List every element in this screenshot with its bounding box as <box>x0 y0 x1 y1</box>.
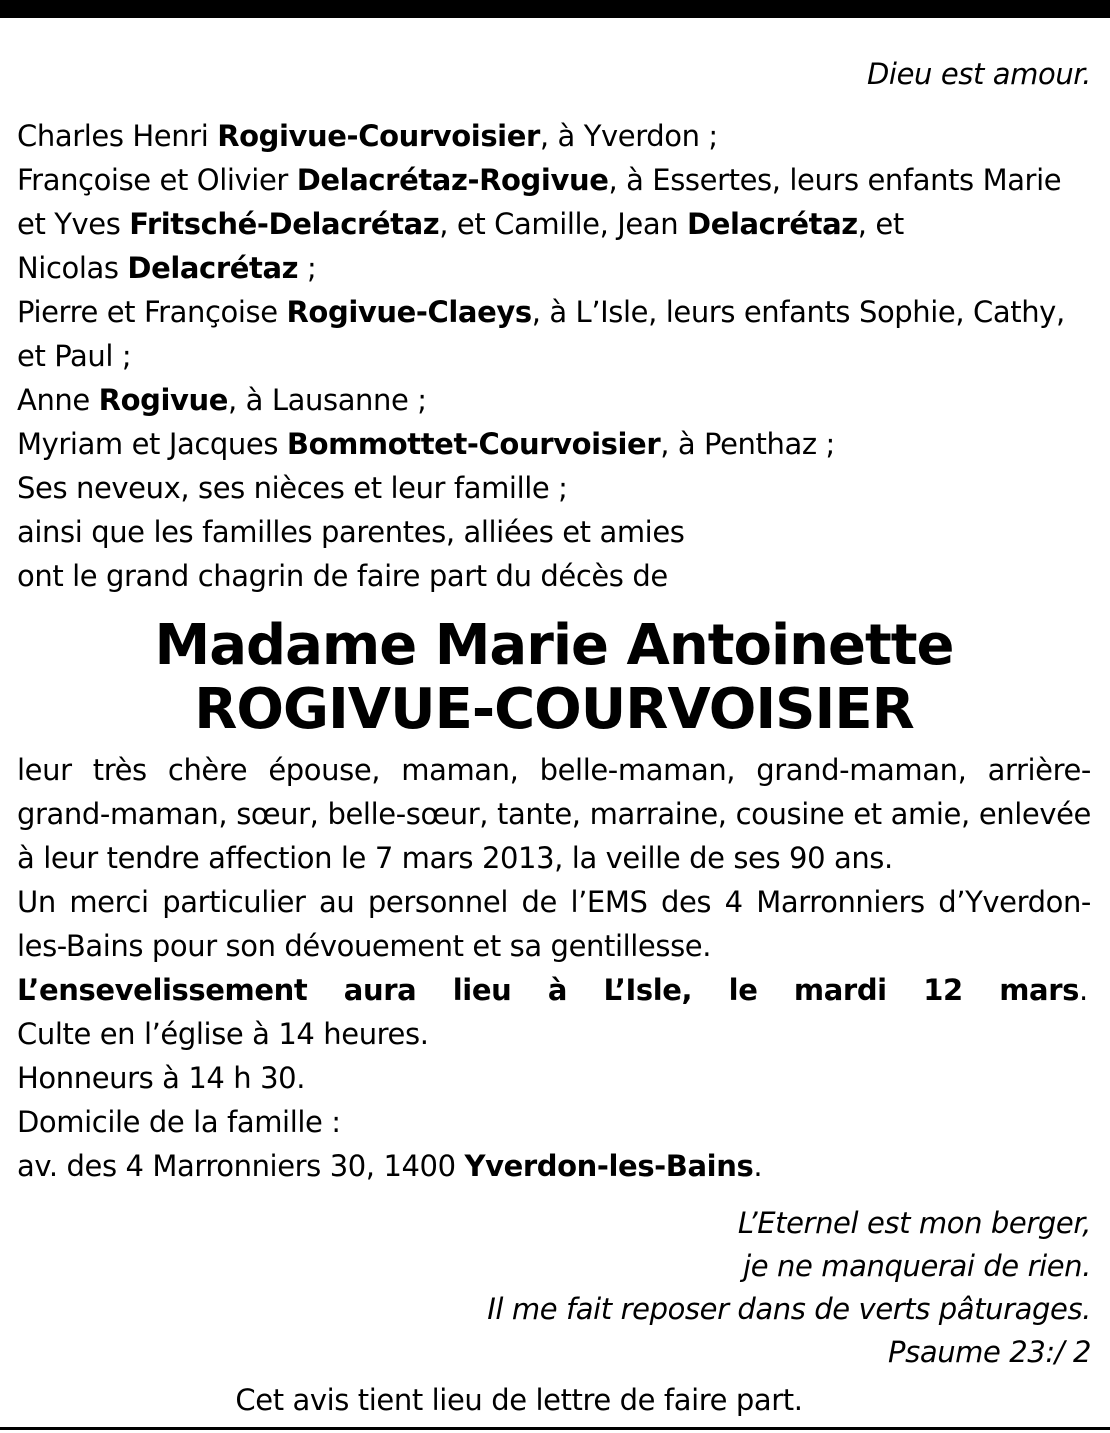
bottom-rule <box>0 1427 1110 1430</box>
family-line-1 <box>17 114 1091 158</box>
psalm-quote <box>17 1202 1091 1374</box>
family-text: , à Essertes, leurs enfants Marie <box>608 163 1062 197</box>
family-surname: Delacrétaz-Rogivue <box>296 163 609 197</box>
family-text: ont le grand chagrin de faire part du décès de <box>17 559 668 593</box>
top-rule <box>0 0 1110 18</box>
family-text: Pierre et Françoise <box>17 295 287 329</box>
burial-announcement <box>17 968 1091 1012</box>
family-line-7 <box>17 378 1091 422</box>
thanks-text: Un merci particulier au personnel de l’EMS des 4 Marronniers d’Yverdon-les-Bains pour son dévouement et sa gentillesse. <box>17 885 1091 963</box>
address-text: av. des 4 Marronniers 30, 1400 <box>17 1149 465 1183</box>
family-address <box>17 1144 1091 1188</box>
family-text: ainsi que les familles parentes, alliées et amies <box>17 515 685 549</box>
family-surname: Delacrétaz <box>127 251 299 285</box>
family-surname: Fritsché-Delacrétaz <box>129 207 440 241</box>
family-list <box>17 114 1091 598</box>
family-line-2 <box>17 158 1091 202</box>
family-text: Ses neveux, ses nièces et leur famille ; <box>17 471 568 505</box>
footer-note: Cet avis tient lieu de lettre de faire part. <box>235 1383 803 1417</box>
family-text: , et Camille, Jean <box>439 207 688 241</box>
psalm-line-2: je ne manquerai de rien. <box>743 1249 1091 1283</box>
family-surname: Rogivue <box>98 383 229 417</box>
burial-post-text: . <box>1079 973 1088 1007</box>
psalm-line-1: L’Eternel est mon berger, <box>737 1206 1091 1240</box>
family-text: , à L’Isle, leurs enfants Sophie, Cathy, <box>531 295 1065 329</box>
burial-bold-text: L’ensevelissement aura lieu à L’Isle, le mardi 12 mars <box>17 973 1079 1007</box>
ceremony-line-1: Culte en l’église à 14 heures. <box>17 1017 429 1051</box>
deceased-name-line-1: Madame Marie Antoinette <box>154 613 954 678</box>
family-text: Françoise et Olivier <box>17 163 297 197</box>
family-text: Charles Henri <box>17 119 218 153</box>
family-line-6 <box>17 334 1091 378</box>
family-surname: Rogivue-Courvoisier <box>217 119 540 153</box>
obituary-notice <box>17 52 1091 1422</box>
family-text: et Paul ; <box>17 339 132 373</box>
family-text: et Yves <box>17 207 130 241</box>
ceremony-line-3: Domicile de la famille : <box>17 1105 341 1139</box>
family-line-9 <box>17 466 1091 510</box>
family-line-10 <box>17 510 1091 554</box>
family-text: ; <box>298 251 317 285</box>
deceased-name <box>17 614 1091 742</box>
family-line-3 <box>17 202 1091 246</box>
address-city: Yverdon-les-Bains <box>464 1149 754 1183</box>
ceremony-line-2: Honneurs à 14 h 30. <box>17 1061 306 1095</box>
psalm-reference: Psaume 23:/ 2 <box>888 1335 1091 1369</box>
family-text: , à Lausanne ; <box>228 383 427 417</box>
family-line-4 <box>17 246 1091 290</box>
family-text: , à Yverdon ; <box>539 119 718 153</box>
family-surname: Rogivue-Claeys <box>286 295 532 329</box>
family-text: Anne <box>17 383 99 417</box>
deceased-name-line-2: ROGIVUE-COURVOISIER <box>194 677 914 742</box>
family-text: Myriam et Jacques <box>17 427 287 461</box>
family-surname: Bommottet-Courvoisier <box>286 427 661 461</box>
family-surname: Delacrétaz <box>687 207 858 241</box>
family-text: , et <box>857 207 904 241</box>
family-text: , à Penthaz ; <box>660 427 835 461</box>
family-line-5 <box>17 290 1091 334</box>
family-line-11 <box>17 554 1091 598</box>
family-line-8 <box>17 422 1091 466</box>
motto: Dieu est amour. <box>867 57 1091 91</box>
family-text: Nicolas <box>17 251 128 285</box>
address-text: . <box>753 1149 763 1183</box>
tribute-text: leur très chère épouse, maman, belle-maman, grand-maman, arrière-grand-maman, sœur, belle-sœur, tante, marraine, cousine et amie, enlevée à leur tendre affection le 7 mars 2013, la veille de ses 90 ans. <box>17 753 1091 875</box>
psalm-line-3: Il me fait reposer dans de verts pâturages. <box>487 1292 1091 1326</box>
